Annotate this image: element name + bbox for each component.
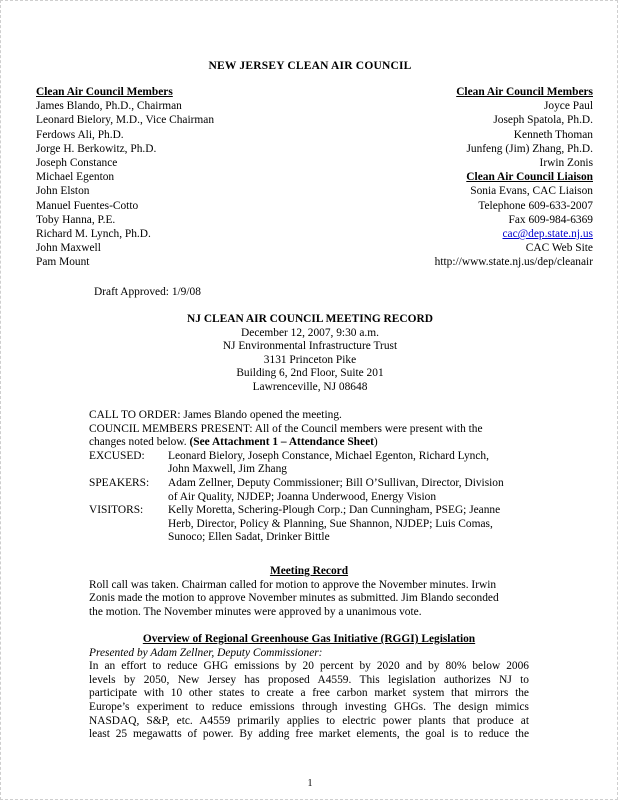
page-title: NEW JERSEY CLEAN AIR COUNCIL bbox=[208, 60, 412, 72]
rggi-section bbox=[89, 633, 529, 742]
attachment-reference: (See Attachment 1 – Attendance Sheet bbox=[189, 436, 374, 449]
meeting-org: NJ Environmental Infrastructure Trust bbox=[222, 340, 398, 353]
draft-approved: Draft Approved: 1/9/08 bbox=[94, 286, 201, 298]
member-name: Richard M. Lynch, Ph.D. bbox=[36, 228, 151, 241]
website-label: CAC Web Site bbox=[525, 242, 593, 255]
present-line bbox=[89, 436, 529, 450]
member-name: Junfeng (Jim) Zhang, Ph.D. bbox=[466, 142, 593, 155]
member-name: Manuel Fuentes-Cotto bbox=[36, 199, 139, 212]
visitors-names: Kelly Moretta, Schering-Plough Corp.; Dan Cunningham, PSEG; Jeanne bbox=[168, 504, 501, 517]
meeting-street: 3131 Princeton Pike bbox=[263, 353, 357, 366]
present-text: changes noted below. bbox=[89, 436, 190, 449]
member-name: Kenneth Thoman bbox=[513, 128, 593, 141]
meeting-info bbox=[1, 313, 618, 395]
present-text-close: ) bbox=[373, 436, 378, 449]
members-column-left bbox=[36, 85, 214, 270]
member-name: Joseph Constance bbox=[36, 157, 118, 170]
meeting-building: Building 6, 2nd Floor, Suite 201 bbox=[236, 367, 384, 380]
paragraph-line: NASDAQ, S&P, etc. A4559 primarily applies to electric power plants that produce at bbox=[89, 714, 529, 727]
member-name: Joseph Spatola, Ph.D. bbox=[493, 114, 593, 127]
member-name: Toby Hanna, P.E. bbox=[36, 213, 116, 226]
paragraph-line: Europe’s experiment to reduce emissions through investing GHGs. The design mimics bbox=[89, 700, 529, 713]
excused-label: EXCUSED: bbox=[89, 449, 145, 462]
call-to-order: CALL TO ORDER: James Blando opened the meeting. bbox=[89, 409, 342, 421]
rggi-presenter: Presented by Adam Zellner, Deputy Commissioner: bbox=[89, 646, 323, 659]
meeting-record-section bbox=[89, 565, 529, 619]
meeting-record-title: NJ CLEAN AIR COUNCIL MEETING RECORD bbox=[187, 313, 433, 325]
excused-names: Leonard Bielory, Joseph Constance, Michael Egenton, Richard Lynch, bbox=[168, 449, 489, 462]
present-line: COUNCIL MEMBERS PRESENT: All of the Council members were present with the bbox=[89, 422, 483, 435]
paragraph-line: In an effort to reduce GHG emissions by 20 percent by 2020 and by 80% below 2006 bbox=[89, 660, 529, 673]
member-name: Irwin Zonis bbox=[539, 157, 593, 170]
paragraph-line: Zonis made the motion to approve November minutes as submitted. Jim Blando seconded bbox=[89, 592, 499, 605]
paragraph-line: the motion. The November minutes were approved by a unanimous vote. bbox=[89, 605, 422, 618]
speakers-names: of Air Quality, NJDEP; Joanna Underwood, Energy Vision bbox=[168, 490, 437, 503]
members-header-left: Clean Air Council Members bbox=[36, 86, 173, 98]
website-url: http://www.state.nj.us/dep/cleanair bbox=[434, 256, 593, 269]
liaison-fax: Fax 609-984-6369 bbox=[508, 213, 593, 226]
member-name: John Maxwell bbox=[36, 242, 101, 255]
liaison-name: Sonia Evans, CAC Liaison bbox=[470, 185, 593, 198]
meeting-date: December 12, 2007, 9:30 a.m. bbox=[241, 326, 379, 339]
rggi-heading: Overview of Regional Greenhouse Gas Initiative (RGGI) Legislation bbox=[142, 633, 476, 645]
visitors-names: Sunoco; Ellen Sadat, Drinker Bittle bbox=[168, 531, 330, 544]
excused-names: John Maxwell, Jim Zhang bbox=[168, 463, 287, 476]
member-name: Ferdows Ali, Ph.D. bbox=[36, 128, 124, 141]
visitors-names: Herb, Director, Policy & Planning, Sue Shannon, NJDEP; Luis Comas, bbox=[168, 517, 493, 530]
liaison-email-link[interactable]: cac@dep.state.nj.us bbox=[502, 228, 593, 241]
paragraph-line: participate with 10 other states to create a free carbon market system that mirrors the bbox=[89, 687, 529, 700]
paragraph-line: least 25 megawatts of power. By adding free market elements, the goal is to reduce the bbox=[89, 728, 529, 741]
member-name: Leonard Bielory, M.D., Vice Chairman bbox=[36, 114, 215, 127]
member-name: James Blando, Ph.D., Chairman bbox=[36, 100, 182, 113]
members-column-right bbox=[435, 85, 593, 270]
visitors-label: VISITORS: bbox=[89, 504, 144, 517]
member-name: Jorge H. Berkowitz, Ph.D. bbox=[36, 142, 157, 155]
liaison-phone: Telephone 609-633-2007 bbox=[478, 199, 593, 212]
member-name: Michael Egenton bbox=[36, 171, 115, 184]
members-header-right: Clean Air Council Members bbox=[456, 86, 593, 98]
speakers-names: Adam Zellner, Deputy Commissioner; Bill O’Sullivan, Director, Division bbox=[168, 476, 504, 489]
member-name: Pam Mount bbox=[36, 256, 90, 269]
speakers-label: SPEAKERS: bbox=[89, 476, 150, 489]
liaison-header: Clean Air Council Liaison bbox=[466, 171, 593, 184]
member-name: Joyce Paul bbox=[543, 100, 593, 113]
meeting-record-heading: Meeting Record bbox=[269, 565, 349, 577]
paragraph-line: levels by 2050, New Jersey has proposed A4559. This legislation authorizes NJ to bbox=[89, 673, 529, 686]
meeting-city: Lawrenceville, NJ 08648 bbox=[252, 380, 368, 393]
page-number: 1 bbox=[307, 778, 313, 789]
paragraph-line: Roll call was taken. Chairman called for motion to approve the November minutes. Irwin bbox=[89, 578, 497, 591]
attendance-section bbox=[89, 409, 529, 545]
member-name: John Elston bbox=[36, 185, 90, 198]
